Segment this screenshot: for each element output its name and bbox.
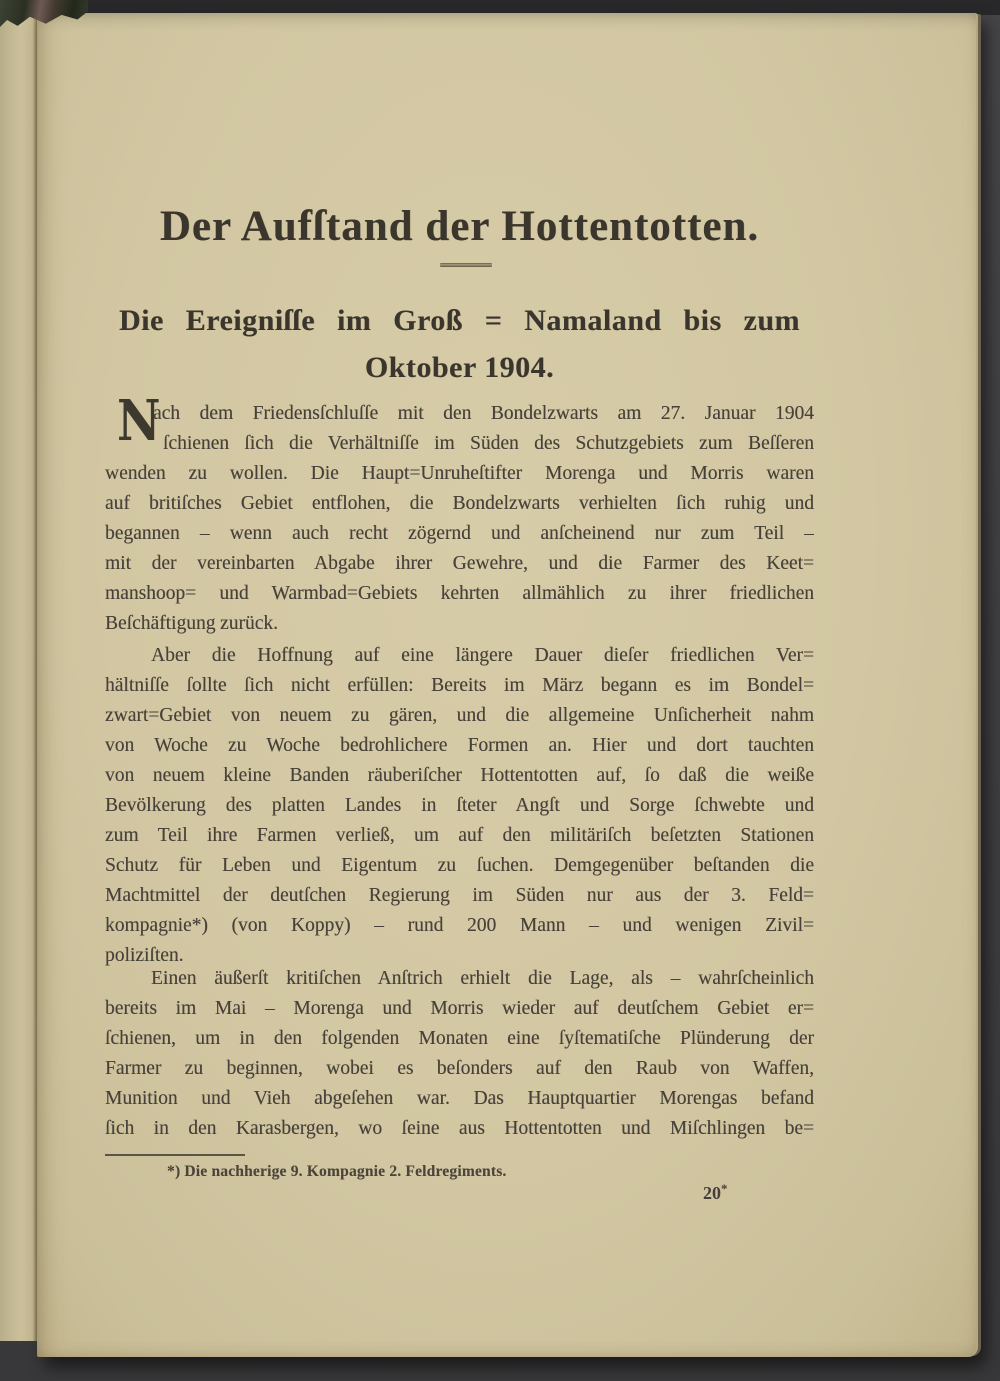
section-subtitle — [105, 297, 814, 391]
text-line: zwart=Gebiet von neuem zu gären, und die allgemeine Unſicherheit nahm — [105, 705, 814, 726]
signature-asterisk: * — [721, 1181, 728, 1196]
text-line: ſchienen, um in den folgenden Monaten eine ſyſtematiſche Plünderung der — [105, 1028, 814, 1049]
text-line: zum Teil ihre Farmen verließ, um auf den militäriſch beſetzten Stationen — [105, 825, 814, 846]
text-line: Machtmittel der deutſchen Regierung im Süden nur aus der 3. Feld= — [105, 885, 814, 906]
text-line: hältniſſe ſollte ſich nicht erfüllen: Bereits im März begann es im Bondel= — [105, 675, 814, 696]
text-column — [105, 0, 814, 1381]
text-line: von neuem kleine Banden räuberiſcher Hottentotten auf, ſo daß die weiße — [105, 765, 814, 786]
drop-cap-initial: N — [117, 388, 161, 454]
subtitle-line: Die Ereigniſſe im Groß = Namaland bis zum — [119, 304, 800, 337]
paragraph — [105, 388, 814, 639]
text-line: begannen – wenn auch recht zögernd und anſcheinend nur zum Teil – — [105, 523, 814, 544]
text-line: auf britiſches Gebiet entflohen, die Bondelzwarts verhielten ſich ruhig und — [105, 493, 814, 514]
chapter-title: Der Aufſtand der Hottentotten. — [159, 203, 760, 250]
text-line: ach dem Friedensſchluſſe mit den Bondelzwarts am 27. Januar 1904 — [153, 403, 814, 424]
text-line: bereits im Mai – Morenga und Morris wieder auf deutſchem Gebiet er= — [105, 998, 814, 1019]
text-line: Bevölkerung des platten Landes in ſteter Angſt und Sorge ſchwebte und — [105, 795, 814, 816]
text-line: Einen äußerſt kritiſchen Anſtrich erhielt die Lage, als – wahrſcheinlich — [151, 968, 814, 989]
signature-number: 20 — [703, 1183, 721, 1203]
gutter-page-edge — [0, 17, 37, 1341]
text-line: mit der vereinbarten Abgabe ihrer Gewehre, und die Farmer des Keet= — [105, 553, 814, 574]
subtitle-line: Oktober 1904. — [364, 351, 555, 384]
signature-mark — [703, 1181, 728, 1204]
text-line: ſchienen ſich die Verhältniſſe im Süden des Schutzgebiets zum Beſſeren — [163, 433, 814, 454]
text-line: Beſchäftigung zurück. — [105, 613, 278, 634]
text-line: Aber die Hoffnung auf eine längere Dauer dieſer friedlichen Ver= — [151, 645, 814, 666]
text-line: Farmer zu beginnen, wobei es beſonders auf den Raub von Waffen, — [105, 1058, 814, 1079]
footnote-rule — [105, 1154, 245, 1156]
text-line: poliziſten. — [105, 945, 184, 966]
text-line: von Woche zu Woche bedrohlichere Formen an. Hier und dort tauchten — [105, 735, 814, 756]
paragraph — [105, 641, 814, 971]
title-divider-ornament — [440, 263, 492, 267]
footnote: *) Die nachherige 9. Kompagnie 2. Feldregiments. — [167, 1163, 507, 1180]
text-line: Schutz für Leben und Eigentum zu ſuchen. Demgegenüber beſtanden die — [105, 855, 814, 876]
text-line: manshoop= und Warmbad=Gebiets kehrten allmählich zu ihrer friedlichen — [105, 583, 814, 604]
text-line: wenden zu wollen. Die Haupt=Unruheſtifter Morenga und Morris waren — [105, 463, 814, 484]
paragraph — [105, 964, 814, 1144]
text-line: kompagnie*) (von Koppy) – rund 200 Mann – und wenigen Zivil= — [105, 915, 814, 936]
text-line: ſich in den Karasbergen, wo ſeine aus Hottentotten und Miſchlingen be= — [105, 1118, 814, 1139]
text-line: Munition und Vieh abgeſehen war. Das Hauptquartier Morengas befand — [105, 1088, 814, 1109]
